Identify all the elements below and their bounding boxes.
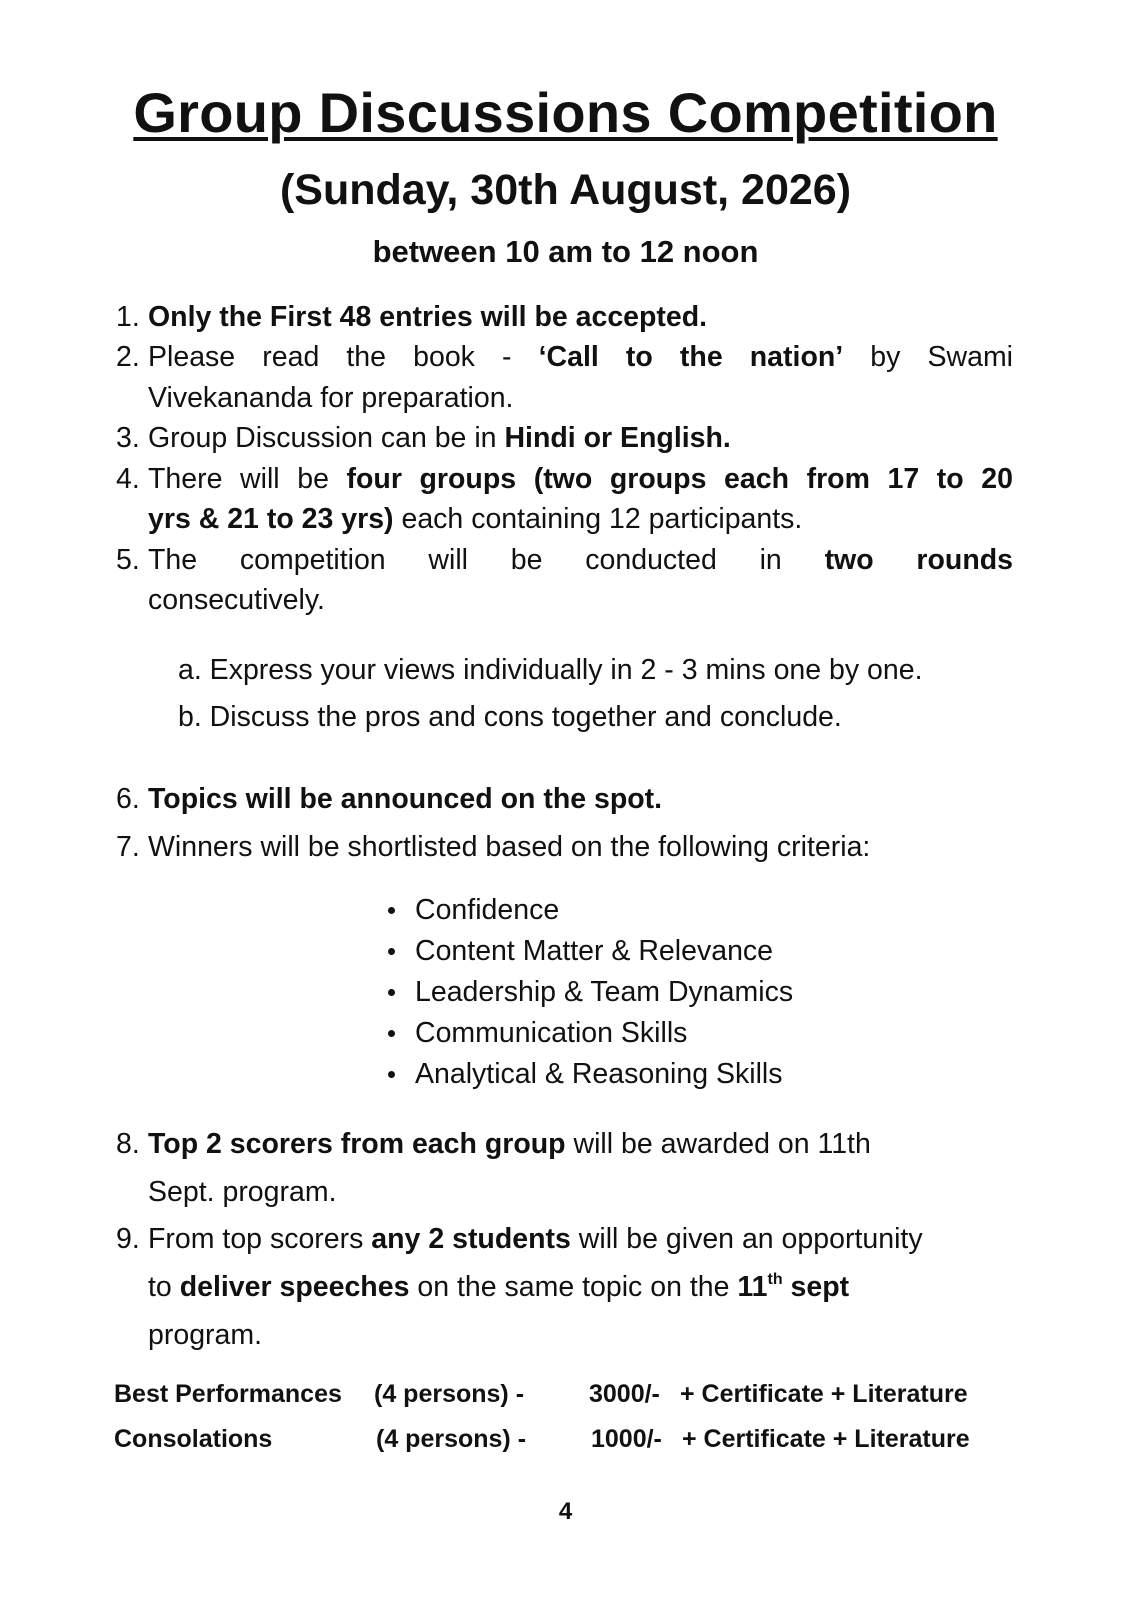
prize-persons: (4 persons) - [374,1380,525,1408]
rule-5-line-1 [148,540,1013,581]
rule-4-line-2 [148,499,1013,540]
rule-9-date [737,1271,849,1303]
list-item [388,972,793,1013]
bullet-icon [388,1071,395,1078]
prize-category: Best Performances [114,1380,342,1408]
book-title: ‘Call to the nation’ [538,341,844,373]
prize-persons: (4 persons) - [376,1425,527,1453]
rule-4-age-groups: yrs & 21 to 23 yrs) [148,503,394,535]
rule-9 [148,1215,1013,1359]
rule-9-line-1 [148,1215,1013,1263]
rule-8-line-2: Sept. program. [148,1176,337,1208]
rule-2-text-a: Please read the book - [148,341,539,373]
rule-8-top-scorers: Top 2 scorers from each group [148,1128,566,1160]
rule-number: 5. [116,544,140,576]
event-date: (Sunday, 30th August, 2026) [279,166,852,214]
list-item [388,931,793,972]
rule-9-students: any 2 students [371,1223,571,1255]
rule-9-text-d: to [148,1271,180,1303]
rule-number: 4. [116,463,140,495]
rule-number: 7. [116,831,140,863]
rule-9-month: sept [782,1271,850,1303]
prize-amount: 3000/- [589,1380,660,1408]
rule-3-text-a: Group Discussion can be in [148,422,505,454]
rule-4-text-c: each containing 12 participants. [393,503,803,535]
rule-4-groups: four groups (two groups each from 17 to 20 [346,463,1014,495]
rule-1 [148,297,1013,338]
rule-1-text: Only the First 48 entries will be accepted. [148,301,708,333]
prize-extras: + Certificate + Literature [682,1425,970,1453]
rule-2-line-2: Vivekananda for preparation. [148,382,514,414]
criterion-label: Content Matter & Relevance [415,935,774,967]
page-title: Group Discussions Competition [133,81,998,144]
rule-5-text-a: The competition will be conducted in [148,544,825,576]
list-item [388,1054,793,1095]
rule-8-text-a: will be awarded on 11th [565,1128,871,1160]
criterion-label: Analytical & Reasoning Skills [415,1058,783,1090]
rule-2-line-1 [148,337,1013,378]
rule-5-rounds: two rounds [824,544,1013,576]
bullet-icon [388,989,395,996]
rule-9-line-3: program. [148,1319,263,1351]
list-item [388,890,793,931]
event-time: between 10 am to 12 noon [372,234,759,269]
rule-9-text-a: From top scorers [148,1223,372,1255]
rule-9-line-2 [148,1263,1013,1311]
rule-9-text-f: on the same topic on the [409,1271,738,1303]
rule-6-text: Topics will be announced on the spot. [148,783,663,815]
criterion-label: Leadership & Team Dynamics [415,976,794,1008]
rule-number: 9. [116,1223,140,1255]
rule-4-text-a: There will be [148,463,347,495]
rule-4-line-1 [148,459,1013,500]
rule-number: 2. [116,341,140,373]
rule-number: 3. [116,422,140,454]
rule-8 [148,1120,1013,1216]
rule-number: 8. [116,1128,140,1160]
criterion-label: Communication Skills [415,1017,688,1049]
prize-amount: 1000/- [591,1425,662,1453]
bullet-icon [388,948,395,955]
list-item [388,1013,793,1054]
ordinal-suffix: th [767,1271,783,1288]
rule-5-line-2: consecutively. [148,584,325,616]
rule-6 [148,779,1013,820]
round-item: b. Discuss the pros and cons together and conclude. [178,701,842,733]
criteria-list [388,890,793,1095]
rule-2-text-c: by Swami [843,341,1014,373]
rule-3 [148,418,1013,459]
criterion-label: Confidence [415,894,560,926]
rule-9-speeches: deliver speeches [179,1271,410,1303]
round-item: a. Express your views individually in 2 - 3 mins one by one. [178,654,923,686]
page-number: 4 [558,1498,573,1525]
rule-3-languages: Hindi or English. [504,422,731,454]
rule-8-line-1 [148,1120,1013,1168]
rule-7: Winners will be shortlisted based on the following criteria: [148,831,871,863]
bullet-icon [388,1030,395,1037]
rule-number: 6. [116,783,140,815]
rule-9-text-c: will be given an opportunity [570,1223,923,1255]
prize-category: Consolations [114,1425,273,1453]
bullet-icon [388,907,395,914]
rule-9-day: 11 [737,1271,768,1303]
rule-number: 1. [116,301,140,333]
prize-extras: + Certificate + Literature [680,1380,968,1408]
